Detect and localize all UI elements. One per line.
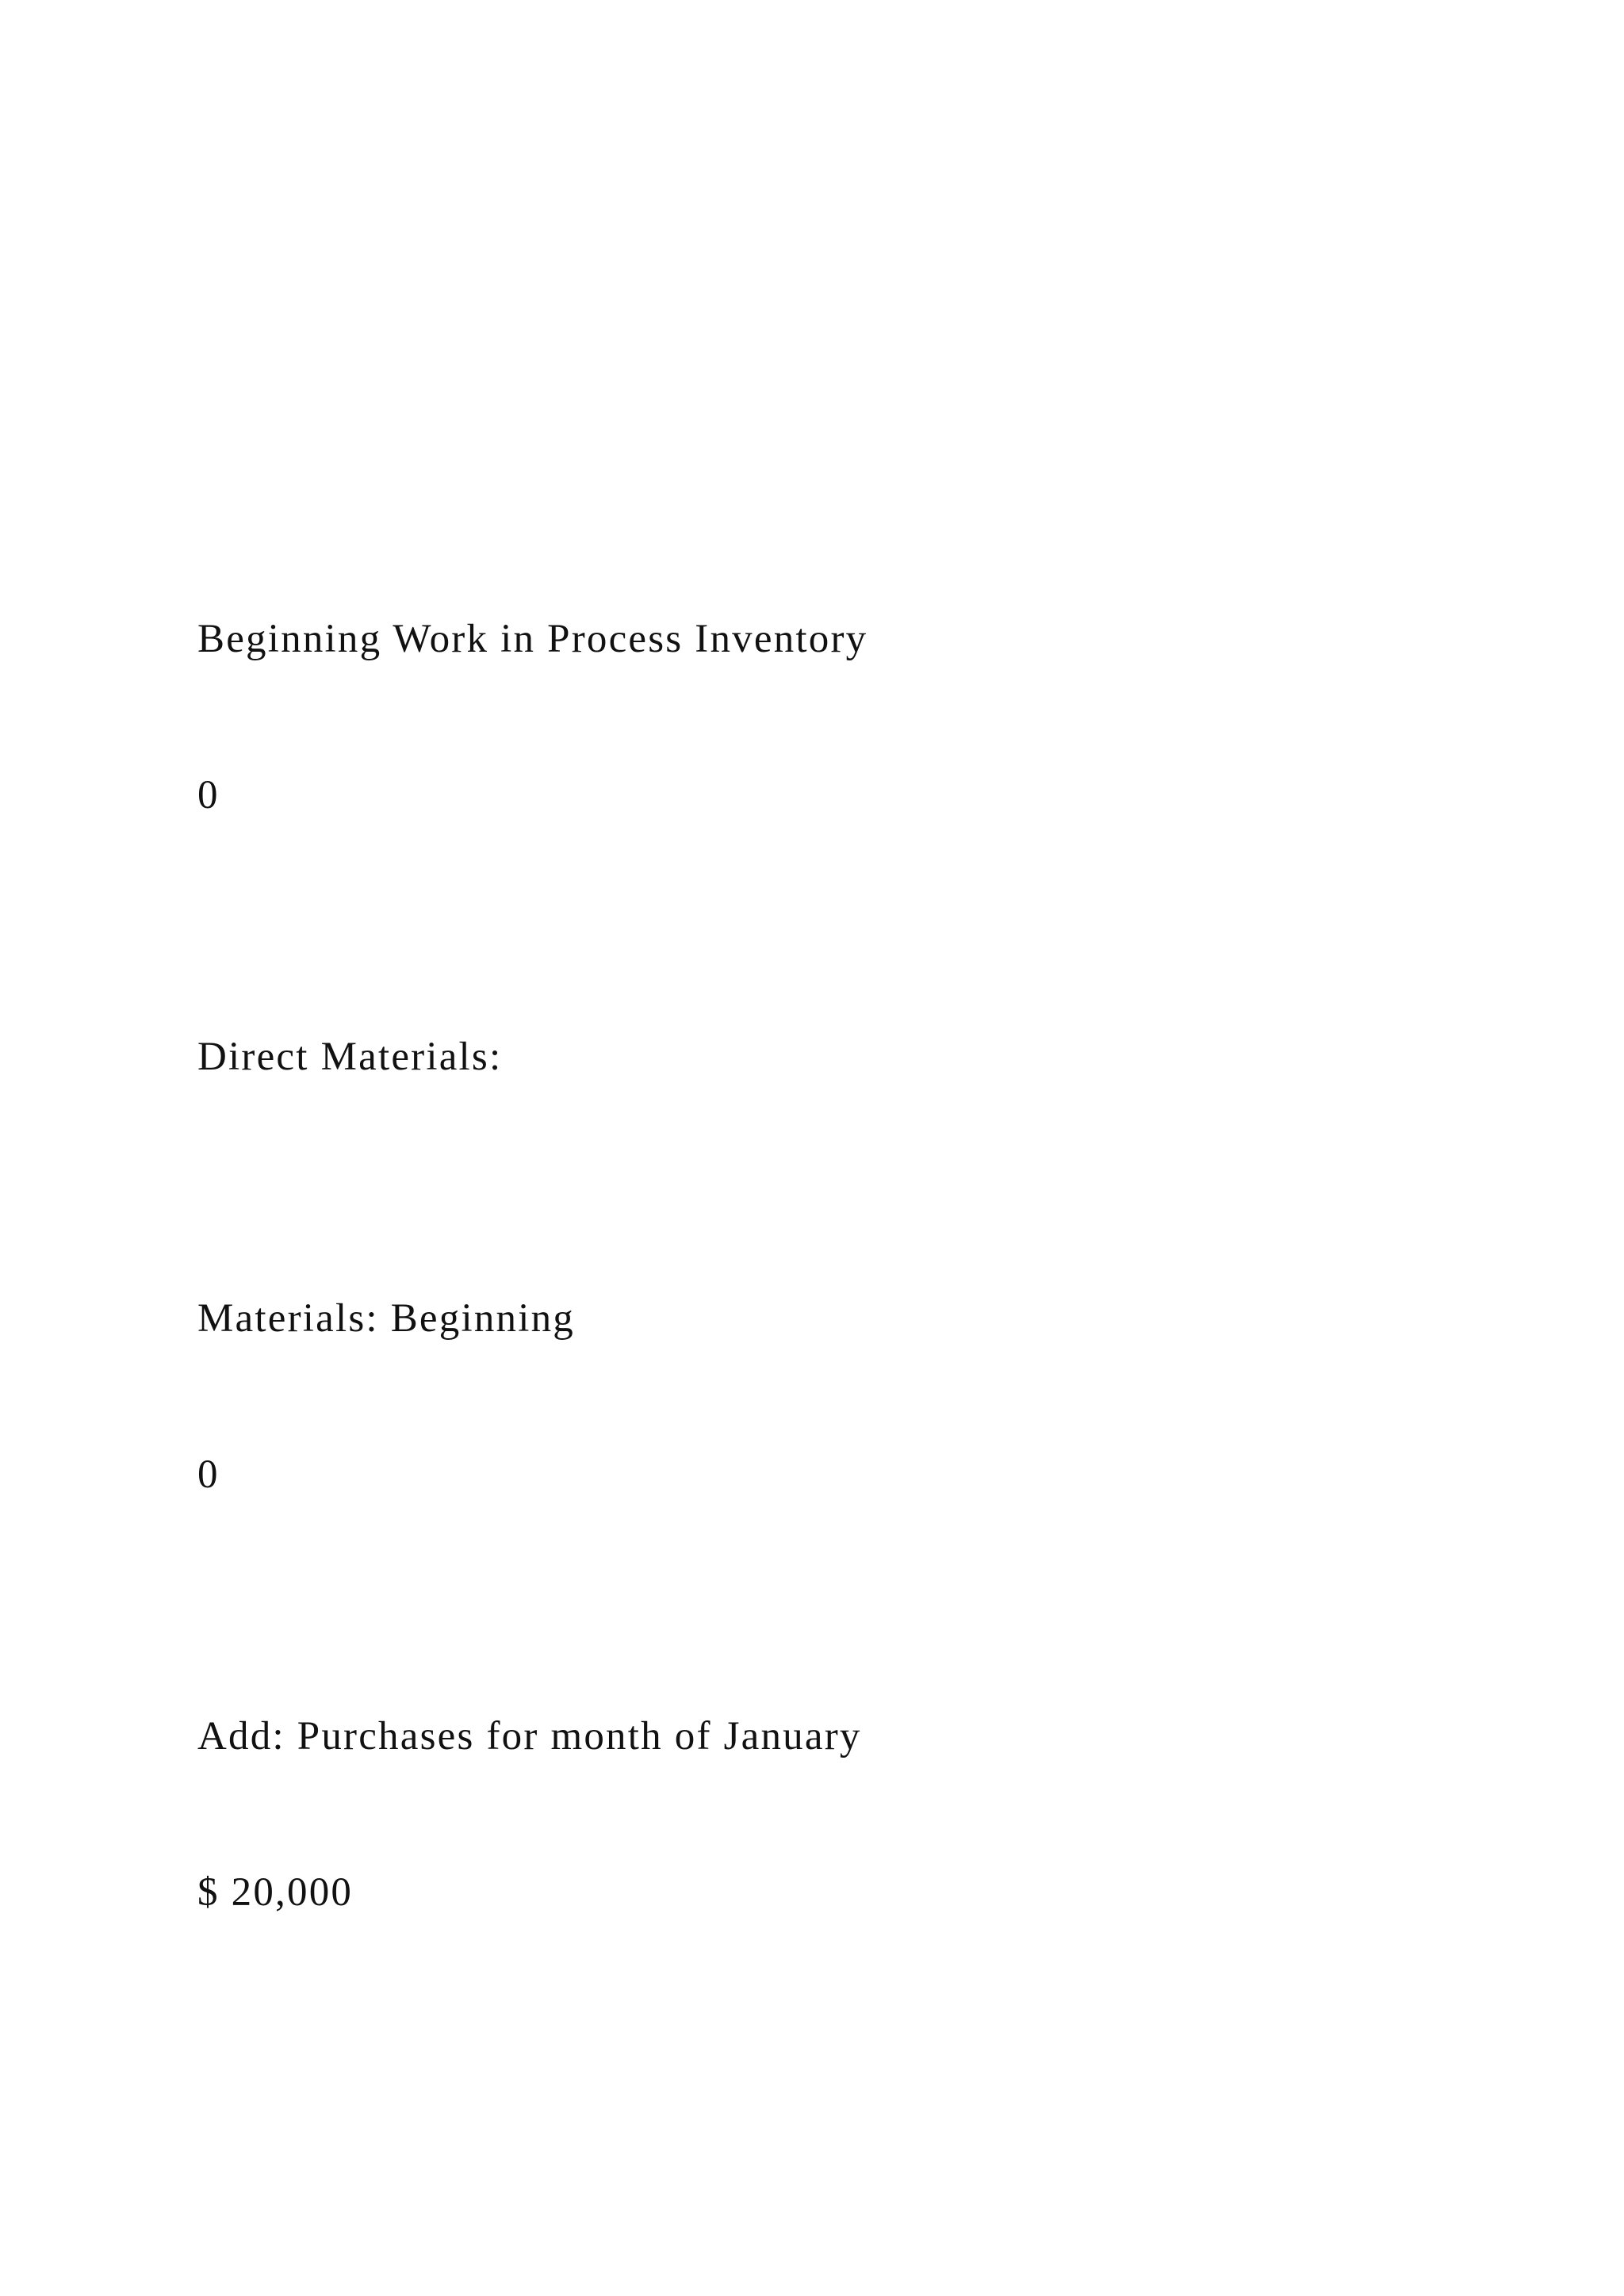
beginning-wip-label: Beginning Work in Process Inventory: [197, 617, 868, 661]
direct-materials-heading: Direct Materials:: [197, 1035, 503, 1079]
materials-beginning-label: Materials: Beginning: [197, 1296, 576, 1341]
beginning-wip-value: 0: [197, 773, 220, 817]
materials-beginning-value: 0: [197, 1452, 220, 1497]
purchases-value: $ 20,000: [197, 1870, 354, 1915]
purchases-label: Add: Purchases for month of January: [197, 1714, 862, 1758]
